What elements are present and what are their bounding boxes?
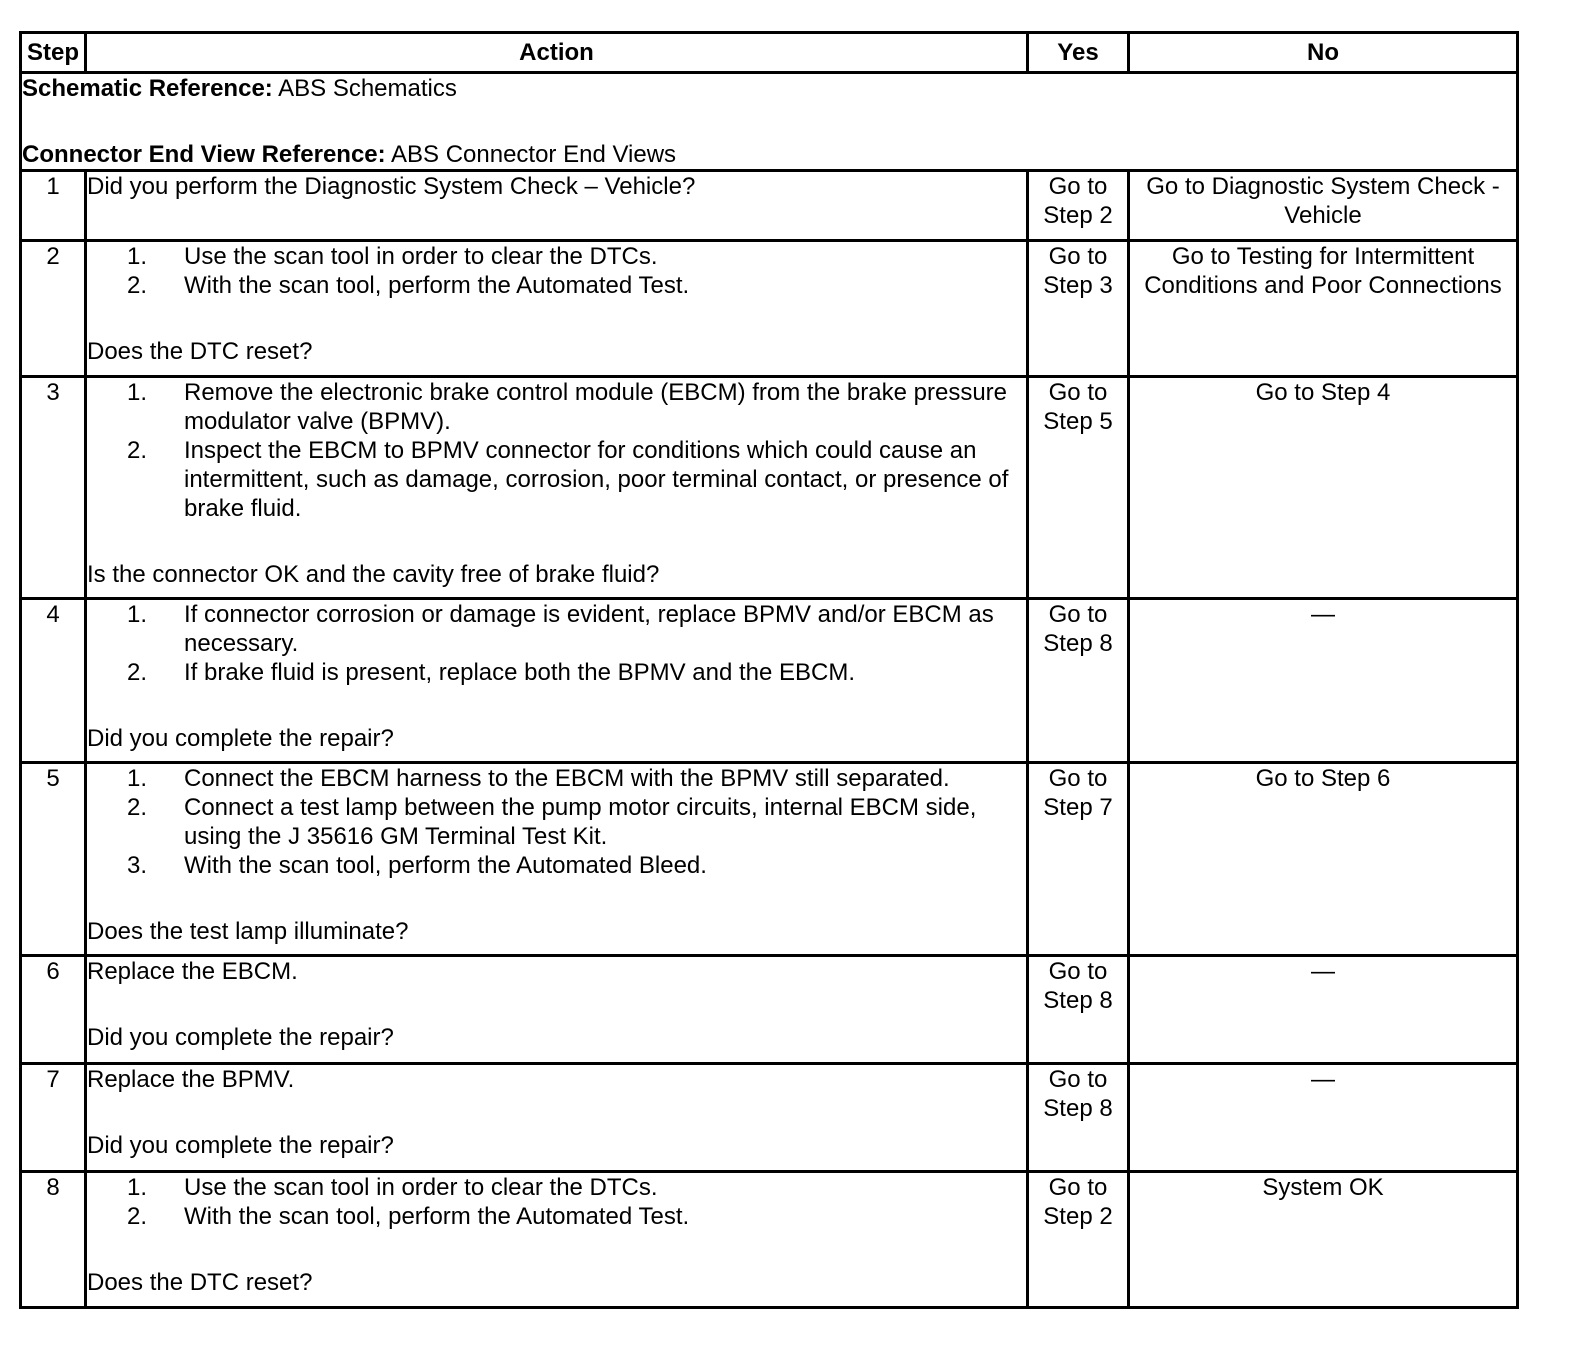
- list-item: 1. Remove the electronic brake control module (EBCM) from the brake pressure modulator valve (BPMV).: [126, 379, 1008, 435]
- step-no: Go to Diagnostic System Check - Vehicle: [1129, 171, 1518, 241]
- step-instructions: [87, 378, 1026, 523]
- step-yes: Go to Step 7: [1028, 763, 1129, 956]
- step-intro: Did you perform the Diagnostic System Check – Vehicle?: [87, 173, 696, 200]
- list-item: 2. With the scan tool, perform the Automated Test.: [126, 272, 690, 299]
- step-question: Did you complete the repair?: [87, 725, 394, 752]
- step-instructions: [87, 1173, 1026, 1231]
- step-action: [86, 171, 1028, 241]
- step-action: [86, 1064, 1028, 1172]
- header-step: Step: [21, 33, 86, 73]
- schematic-reference-value: ABS Schematics: [278, 75, 457, 102]
- connector-reference-label: Connector End View Reference:: [22, 141, 386, 168]
- reference-cell: [21, 73, 1518, 171]
- header-row: [21, 33, 1518, 73]
- step-row: [21, 956, 1518, 1064]
- list-item: 1. Connect the EBCM harness to the EBCM with the BPMV still separated.: [126, 765, 950, 792]
- step-question: Does the test lamp illuminate?: [87, 918, 409, 945]
- step-row: [21, 599, 1518, 763]
- step-number: 7: [21, 1064, 86, 1172]
- step-instructions: [87, 764, 1026, 880]
- step-question: Did you complete the repair?: [87, 1132, 394, 1159]
- step-no: —: [1129, 956, 1518, 1064]
- step-yes: Go to Step 3: [1028, 241, 1129, 377]
- step-row: [21, 1172, 1518, 1308]
- step-question: Is the connector OK and the cavity free of brake fluid?: [87, 561, 660, 588]
- step-action: [86, 241, 1028, 377]
- reference-row: [21, 73, 1518, 171]
- step-row: [21, 763, 1518, 956]
- step-yes: Go to Step 8: [1028, 599, 1129, 763]
- step-no: System OK: [1129, 1172, 1518, 1308]
- header-yes: Yes: [1028, 33, 1129, 73]
- connector-reference-value: ABS Connector End Views: [391, 141, 677, 168]
- list-item: 2. If brake fluid is present, replace both the BPMV and the EBCM.: [126, 659, 856, 686]
- step-intro: Replace the EBCM.: [87, 958, 298, 985]
- step-row: [21, 241, 1518, 377]
- list-item: 1. If connector corrosion or damage is evident, replace BPMV and/or EBCM as necessary.: [126, 601, 994, 657]
- step-yes: Go to Step 8: [1028, 956, 1129, 1064]
- schematic-reference: [22, 74, 1516, 103]
- step-yes: Go to Step 2: [1028, 1172, 1129, 1308]
- diagnostic-table: [19, 31, 1519, 1309]
- step-number: 4: [21, 599, 86, 763]
- step-no: —: [1129, 599, 1518, 763]
- list-item: 1. Use the scan tool in order to clear the DTCs.: [126, 243, 658, 270]
- step-yes: Go to Step 8: [1028, 1064, 1129, 1172]
- step-yes: Go to Step 5: [1028, 377, 1129, 599]
- header-action: Action: [86, 33, 1028, 73]
- step-instructions: [87, 242, 1026, 300]
- step-no: Go to Testing for Intermittent Conditions and Poor Connections: [1129, 241, 1518, 377]
- step-row: [21, 377, 1518, 599]
- step-action: [86, 956, 1028, 1064]
- step-number: 8: [21, 1172, 86, 1308]
- list-item: 2. Connect a test lamp between the pump motor circuits, internal EBCM side, using the J 35616 GM Terminal Test Kit.: [126, 794, 977, 850]
- header-no: No: [1129, 33, 1518, 73]
- step-instructions: [87, 600, 1026, 687]
- step-question: Did you complete the repair?: [87, 1024, 394, 1051]
- step-row: [21, 171, 1518, 241]
- step-no: —: [1129, 1064, 1518, 1172]
- step-number: 3: [21, 377, 86, 599]
- step-intro: Replace the BPMV.: [87, 1066, 295, 1093]
- step-row: [21, 1064, 1518, 1172]
- step-number: 2: [21, 241, 86, 377]
- list-item: 2. Inspect the EBCM to BPMV connector for conditions which could cause an intermittent, such as damage, corrosion, poor terminal contact, or presence of brake fluid.: [126, 437, 1009, 522]
- list-item: 2. With the scan tool, perform the Automated Test.: [126, 1203, 690, 1230]
- connector-reference: [22, 140, 1516, 169]
- step-number: 6: [21, 956, 86, 1064]
- step-number: 5: [21, 763, 86, 956]
- step-action: [86, 763, 1028, 956]
- step-no: Go to Step 4: [1129, 377, 1518, 599]
- list-item: 3. With the scan tool, perform the Automated Bleed.: [126, 852, 707, 879]
- list-item: 1. Use the scan tool in order to clear the DTCs.: [126, 1174, 658, 1201]
- step-number: 1: [21, 171, 86, 241]
- step-action: [86, 599, 1028, 763]
- step-yes: Go to Step 2: [1028, 171, 1129, 241]
- step-action: [86, 377, 1028, 599]
- step-action: [86, 1172, 1028, 1308]
- step-question: Does the DTC reset?: [87, 338, 313, 365]
- step-question: Does the DTC reset?: [87, 1269, 313, 1296]
- schematic-reference-label: Schematic Reference:: [22, 75, 273, 102]
- step-no: Go to Step 6: [1129, 763, 1518, 956]
